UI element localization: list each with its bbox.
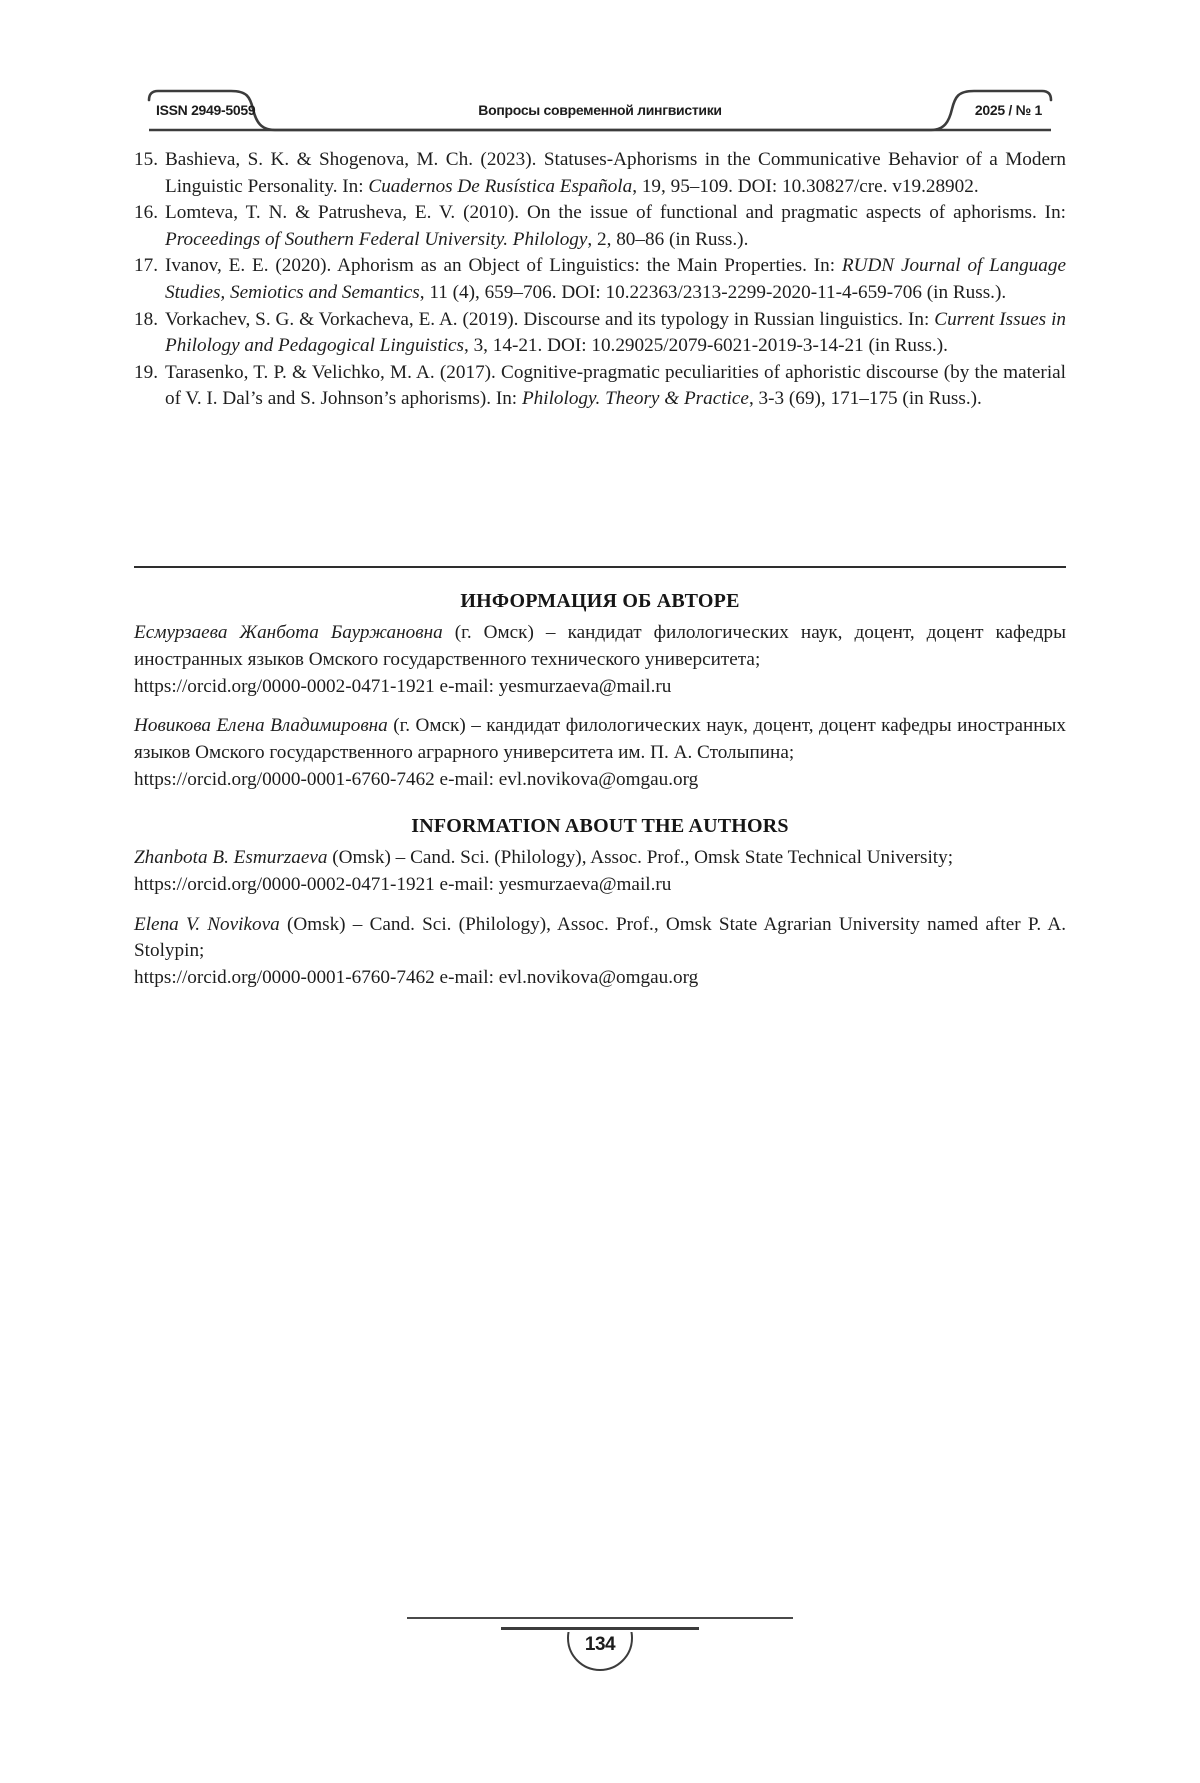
author-entry	[134, 620, 1066, 700]
reference-list	[134, 147, 1066, 413]
reference-text: Ivanov, E. E. (2020). Aphorism as an Object of Linguistics: the Main Properties. In: RUDN Journal of Language Studies, Semiotics and Semantics, 11 (4), 659–706. DOI: 10.22363/2313-2299-2020-11-4-659-706 (in Russ.).	[165, 255, 1066, 303]
page-number-badge	[567, 1630, 633, 1672]
reference-number: 19.	[134, 361, 158, 383]
section-divider-rule	[134, 566, 1066, 568]
reference-item	[134, 147, 1066, 200]
authors-info-en-section	[134, 815, 1066, 1005]
author-details: (Omsk) – Cand. Sci. (Philology), Assoc. Prof., Omsk State Agrarian University named after P. A. Stolypin;	[134, 913, 1066, 962]
header-issn: ISSN 2949-5059	[156, 102, 256, 118]
reference-item	[134, 360, 1066, 413]
reference-number: 18.	[134, 308, 158, 330]
running-head	[134, 88, 1066, 134]
author-name: Zhanbota B. Esmurzaeva	[134, 847, 328, 868]
header-journal-title: Вопросы современной лингвистики	[478, 102, 722, 118]
reference-text: Bashieva, S. K. & Shogenova, M. Ch. (2023). Statuses-Aphorisms in the Communicative Behavior of a Modern Linguistic Personality. In: Cuadernos De Rusística Española, 19, 95–109. DOI: 10.30827/cre. v19.28902.	[165, 149, 1066, 197]
author-details: (Omsk) – Cand. Sci. (Philology), Assoc. Prof., Omsk State Technical University;	[327, 847, 954, 868]
footer-rule-long	[407, 1617, 793, 1619]
reference-item	[134, 200, 1066, 253]
authors-info-en-entries	[134, 845, 1066, 992]
page-number: 134	[584, 1634, 616, 1655]
reference-text: Lomteva, T. N. & Patrusheva, E. V. (2010). On the issue of functional and pragmatic aspects of aphorisms. In: Proceedings of Southern Federal University. Philology, 2, 80–86 (in Russ.).	[165, 202, 1066, 250]
author-details: (г. Омск) – кандидат филологических наук, доцент, доцент кафедры иностранных языков Омского государственного технического университета;	[134, 622, 1066, 670]
authors-info-ru-entries	[134, 620, 1066, 794]
author-details: (г. Омск) – кандидат филологических наук, доцент, доцент кафедры иностранных языков Омского государственного аграрного университета им. П. А. Столыпина;	[134, 715, 1066, 764]
author-name: Elena V. Novikova	[134, 913, 280, 935]
page-footer	[0, 1617, 1200, 1672]
authors-info-ru-section	[134, 590, 1066, 807]
author-entry	[134, 845, 1066, 899]
header-issue: 2025 / № 1	[974, 102, 1042, 118]
author-orcid-email: https://orcid.org/0000-0001-6760-7462 e-mail: evl.novikova@omgau.org	[134, 768, 699, 790]
reference-item	[134, 307, 1066, 360]
author-orcid-email: https://orcid.org/0000-0002-0471-1921 e-mail: yesmurzaeva@mail.ru	[134, 675, 672, 697]
reference-item	[134, 253, 1066, 306]
author-entry	[134, 912, 1066, 992]
author-orcid-email: https://orcid.org/0000-0002-0471-1921 e-mail: yesmurzaeva@mail.ru	[134, 873, 672, 895]
reference-number: 15.	[134, 149, 158, 170]
reference-number: 16.	[134, 202, 158, 224]
author-entry	[134, 713, 1066, 793]
reference-text: Tarasenko, T. P. & Velichko, M. A. (2017). Cognitive-pragmatic peculiarities of aphoristic discourse (by the material of V. I. Dal’s and S. Johnson’s aphorisms). In: Philology. Theory & Practice, 3-3 (69), 171–175 (in Russ.).	[165, 361, 1066, 410]
reference-number: 17.	[134, 255, 158, 277]
authors-info-ru-heading: ИНФОРМАЦИЯ ОБ АВТОРЕ	[460, 590, 740, 612]
author-name: Есмурзаева Жанбота Бауржановна	[134, 622, 443, 643]
reference-list-block	[134, 147, 1066, 413]
reference-text: Vorkachev, S. G. & Vorkacheva, E. A. (2019). Discourse and its typology in Russian linguistics. In: Current Issues in Philology and Pedagogical Linguistics, 3, 14-21. DOI: 10.29025/2079-6021-2019-3-14-21 (in Russ.).	[165, 308, 1066, 357]
author-orcid-email: https://orcid.org/0000-0001-6760-7462 e-mail: evl.novikova@omgau.org	[134, 967, 699, 989]
authors-info-en-heading: INFORMATION ABOUT THE AUTHORS	[411, 815, 789, 837]
author-name: Новикова Елена Владимировна	[134, 715, 388, 737]
